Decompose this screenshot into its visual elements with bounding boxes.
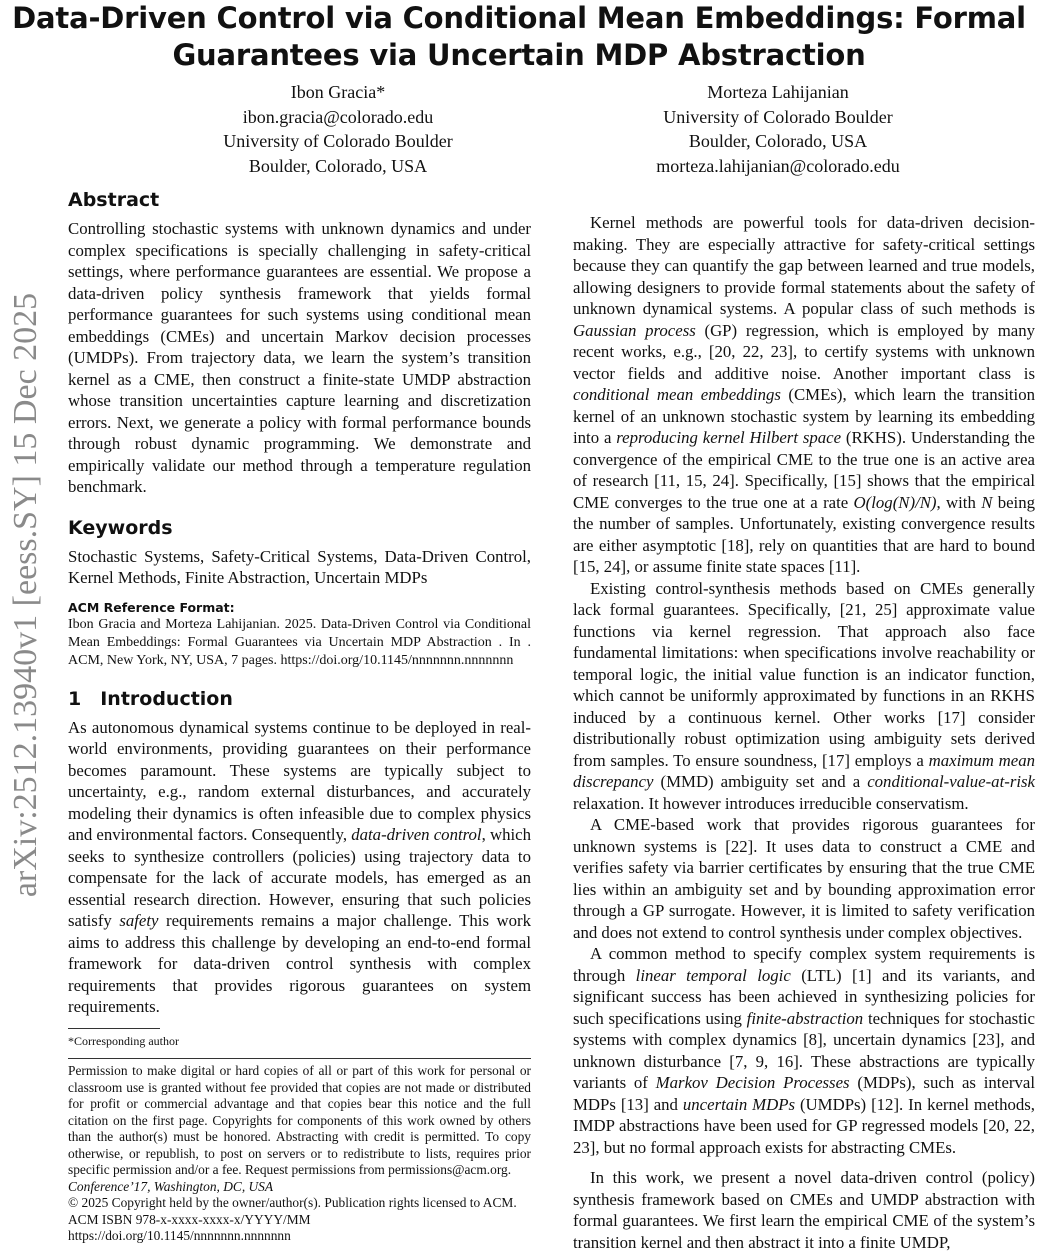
- paragraph: [573, 578, 1035, 815]
- arxiv-identifier[interactable]: arXiv:2512.13940v1 [eess.SY] 15 Dec 2025: [7, 292, 44, 898]
- body-emphasis: finite-abstraction: [746, 1008, 864, 1028]
- acm-reference-text: Ibon Gracia and Morteza Lahijanian. 2025. Data-Driven Control via Conditional Mean Embeddings: Formal Guarantees via Uncertain MDP Abstraction . In . ACM, New York, NY, USA, 7 pages. https://doi.org/10.1145/nnnnnnn.nnnnnnn: [68, 616, 531, 668]
- author-affiliation: University of Colorado Boulder: [663, 106, 893, 127]
- acm-reference-heading: ACM Reference Format:: [68, 599, 235, 615]
- abstract-heading: Abstract: [68, 189, 160, 211]
- footnote-divider: [68, 1028, 160, 1029]
- intro-text: As autonomous dynamical systems continue to be deployed in real-world environments, providing guarantees on their performance becomes paramount. These systems are typically subject to uncertainty, e.g., random external disturbances, and accurately modeling their dynamics is often infeasible due to complex physics and environmental factors. Consequently,: [68, 717, 531, 844]
- body-emphasis: conditional mean embeddings: [573, 385, 781, 404]
- permission-divider: [68, 1058, 531, 1059]
- right-column: [573, 212, 1035, 1253]
- body-text: (MMD) ambiguity set and a: [653, 772, 868, 791]
- body-emphasis: Markov Decision Processes: [655, 1073, 850, 1092]
- intro-text: , which seeks to synthesize controllers (policies) using trajectory data to compensate for the lack of accurate models, has emerged as an essential research direction. However, ensuring that such policies satisfy: [68, 825, 532, 930]
- body-text: (MDPs), such as interval MDPs [13] and: [573, 1073, 1035, 1114]
- body-text: relaxation. It however introduces irreducible conservatism.: [573, 793, 969, 813]
- paragraph: [573, 212, 1035, 578]
- keywords-text: Stochastic Systems, Safety-Critical Systems, Data-Driven Control, Kernel Methods, Finite Abstraction, Uncertain MDPs: [68, 546, 531, 587]
- keywords-heading: Keywords: [68, 516, 173, 539]
- title-line-1: Data-Driven Control via Conditional Mean Embeddings: Formal: [12, 1, 1026, 35]
- paper-title: [0, 0, 1038, 74]
- math-symbol: N: [981, 492, 993, 512]
- permission-text: Permission to make digital or hard copies of all or part of this work for personal or classroom use is granted without fee provided that copies are not made or distributed for profit or commercial advantage and that copies bear this notice and the full citation on the first page. Copyrights for components of this work owned by others than the author(s) must be honored. Abstracting with credit is permitted. To copy otherwise, or republish, to post on servers or to redistribute to lists, requires prior specific permission and/or a fee. Request permissions from permissions@acm.org.: [68, 1063, 531, 1177]
- acm-reference: [68, 599, 531, 670]
- paragraph: In this work, we present a novel data-driven control (policy) synthesis framework based on CMEs and UMDP abstraction with formal guarantees. We first learn the empirical CME of the system’s transition kernel and then abstract it into a finite UMDP,: [573, 1168, 1035, 1252]
- body-emphasis: uncertain MDPs: [682, 1094, 796, 1114]
- abstract-text: Controlling stochastic systems with unknown dynamics and under complex specifications is specially challenging in safety-critical settings, where performance guarantees are essential. We propose a data-driven policy synthesis framework that yields formal performance guarantees for such systems using conditional mean embeddings (CMEs) and uncertain Markov decision processes (UMDPs). From trajectory data, we learn the system’s transition kernel as a CME, then construct a finite-state UMDP abstraction whose transition uncertainties capture learning and discretization errors. Next, we generate a policy with formal performance bounds through robust dynamic programming. We demonstrate and empirically validate our method through a temperature regulation benchmark.: [68, 219, 531, 496]
- author-location: Boulder, Colorado, USA: [688, 131, 868, 151]
- author-location: Boulder, Colorado, USA: [248, 155, 428, 176]
- body-text: (UMDPs) [12]. In kernel methods, IMDP abstractions have been used for GP regressed models [20, 22, 23], but no formal approach exists for abstracting CMEs.: [573, 1094, 1035, 1157]
- body-emphasis: linear temporal logic: [635, 965, 791, 985]
- arxiv-sidebar: [0, 220, 53, 970]
- body-text: (RKHS). Understanding the convergence of the empirical CME to the true one is an active area of research [11, 15, 24]. Specifically, [15] shows that the empirical CME converges to the true one at a rate: [573, 428, 1035, 512]
- intro-emphasis: safety: [119, 911, 159, 930]
- permission-block: [68, 1063, 531, 1245]
- author-block-1: [168, 80, 508, 178]
- doi-link[interactable]: https://doi.org/10.1145/nnnnnnn.nnnnnnn: [68, 1228, 291, 1243]
- author-block-2: [608, 80, 948, 178]
- author-affiliation: University of Colorado Boulder: [223, 131, 453, 151]
- body-text: (CMEs), which learn the transition kernel of an unknown stochastic system by learning its embedding into a: [573, 385, 1035, 447]
- footnote: *Corresponding author: [68, 1033, 179, 1048]
- body-text: Existing control-synthesis methods based on CMEs generally lack formal guarantees. Specifically, [21, 25] approximate value functions via kernel regression. That approach also face fundamental limitations: when specifications involve reachability or temporal logic, the initial value function is an indicator function, which cannot be uniformly approximated by functions in an RKHS induced by a continuous kernel. Other works [17] consider distributionally robust optimization using ambiguity sets derived from samples. To ensure soundness, [17] employs a: [573, 578, 1035, 770]
- body-text: A common method to specify complex system requirements is through: [573, 944, 1035, 985]
- copyright-line: © 2025 Copyright held by the owner/author(s). Publication rights licensed to ACM.: [68, 1195, 517, 1210]
- title-line-2: Guarantees via Uncertain MDP Abstraction: [172, 38, 866, 72]
- conference-line: Conference’17, Washington, DC, USA: [68, 1178, 274, 1194]
- introduction-paragraph: [68, 717, 531, 1018]
- author-email[interactable]: ibon.gracia@colorado.edu: [242, 106, 434, 127]
- math-expression: O(log(N)/N): [853, 492, 937, 512]
- introduction-heading: 1 Introduction: [68, 687, 233, 710]
- body-emphasis: Gaussian process: [573, 320, 696, 340]
- body-text: , with: [936, 492, 982, 512]
- intro-text: requirements remains a major challenge. This work aims to address this challenge by developing an end-to-end formal framework for data-driven control synthesis with complex requirements that provides rigorous guarantees on system requirements.: [68, 911, 531, 1016]
- body-text: techniques for stochastic systems with complex dynamics [8], uncertain dynamics [23], and unknown disturbance [7, 9, 16]. These abstractions are typically variants of: [573, 1008, 1035, 1092]
- author-name: Ibon Gracia*: [290, 82, 386, 102]
- body-text: Kernel methods are powerful tools for data-driven decision-making. They are especially attractive for safety-critical settings because they can quantify the gap between learned and true models, allowing designers to provide formal statements about the safety of unknown dynamical systems. A popular class of such methods is: [573, 213, 1035, 318]
- isbn-line: ACM ISBN 978-x-xxxx-xxxx-x/YYYY/MM: [68, 1211, 311, 1227]
- body-emphasis: reproducing kernel Hilbert space: [616, 428, 842, 447]
- body-emphasis: maximum mean discrepancy: [573, 750, 1035, 791]
- left-column: [68, 188, 531, 1245]
- body-text: (LTL) [1] and its variants, and significant success has been achieved in synthesizing policies for such specifications using: [573, 965, 1036, 1028]
- paragraph: [573, 943, 1035, 1158]
- body-emphasis: conditional-value-at-risk: [867, 772, 1035, 791]
- author-email[interactable]: morteza.lahijanian@colorado.edu: [656, 155, 900, 176]
- author-name: Morteza Lahijanian: [707, 82, 849, 102]
- paragraph: A CME-based work that provides rigorous guarantees for unknown systems is [22]. It uses data to construct a CME and verifies safety via barrier certificates by ensuring that the true CME lies within an ambiguity set and by bounding approximation error through a GP surrogate. However, it is limited to safety verification and does not extend to control synthesis under complex objectives.: [573, 815, 1035, 942]
- body-text: being the number of samples. Unfortunately, existing convergence results are either asymptotic [18], rely on quantities that are hard to bound [15, 24], or assume finite state spaces [11].: [573, 492, 1035, 576]
- body-text: (GP) regression, which is employed by many recent works, e.g., [20, 22, 23], to certify systems with unknown vector fields and additive noise. Another important class is: [573, 320, 1035, 383]
- intro-emphasis: data-driven control: [351, 825, 482, 844]
